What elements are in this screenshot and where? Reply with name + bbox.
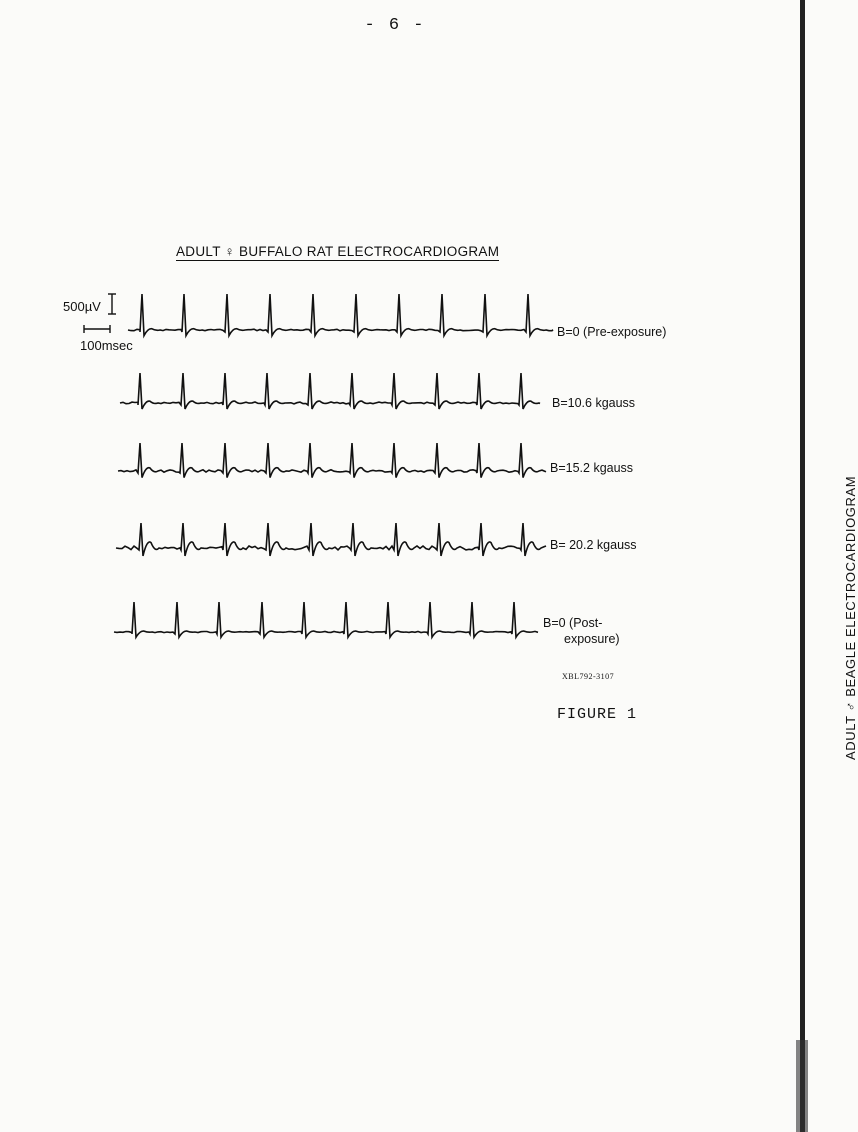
trace-label-post-exposure-line2: exposure): [564, 632, 620, 646]
ecg-trace-20-2-kgauss: [116, 523, 546, 556]
trace-label-15-2-kgauss: B=15.2 kgauss: [550, 461, 634, 475]
trace-label-pre-exposure: B=0 (Pre-exposure): [557, 325, 667, 339]
side-figure-title: ADULT ♂ BEAGLE ELECTROCARDIOGRAM: [843, 475, 858, 760]
scale-voltage-label: 500µV: [63, 299, 101, 314]
ecg-trace-10-6-kgauss: [120, 373, 540, 409]
trace-label-20-2-kgauss: B= 20.2 kgauss: [550, 538, 637, 552]
trace-label-10-6-kgauss: B=10.6 kgauss: [552, 396, 636, 410]
figure-title: ADULT ♀ BUFFALO RAT ELECTROCARDIOGRAM: [176, 244, 500, 259]
scale-bars: [84, 294, 116, 333]
ecg-trace-15-2-kgauss: [118, 443, 546, 478]
trace-label-post-exposure-line1: B=0 (Post-: [543, 616, 603, 630]
scale-time-label: 100msec: [80, 338, 133, 353]
ecg-trace-pre-exposure: [128, 294, 553, 336]
figure-stamp: XBL792-3107: [562, 672, 615, 681]
ecg-trace-post-exposure: [114, 602, 538, 637]
page-number: - 6 -: [364, 16, 426, 35]
figure-label: FIGURE 1: [557, 706, 638, 723]
